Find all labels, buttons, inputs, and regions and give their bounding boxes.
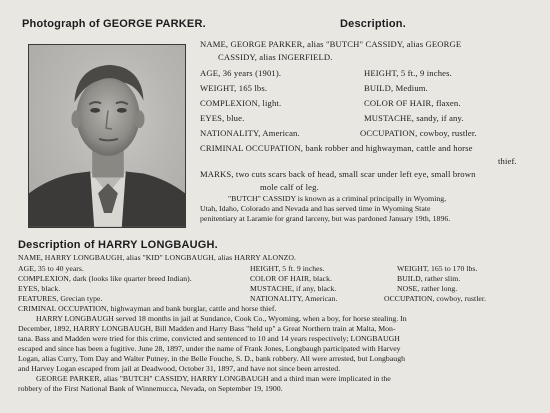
longbaugh-history-line8: robbery of the First National Bank of Winnemucca, Nevada, on September 19, 1900. xyxy=(18,384,283,393)
parker-complexion: COMPLEXION, light. xyxy=(200,98,282,108)
parker-occupation: OCCUPATION, cowboy, rustler. xyxy=(360,128,477,138)
longbaugh-heading: Description of HARRY LONGBAUGH. xyxy=(18,239,218,251)
longbaugh-history-line6: and Harvey Logan escaped from jail at Deadwood, October 31, 1897, and have not since been arrested. xyxy=(18,364,341,373)
parker-history-line3: penitentiary at Laramie for grand larceny, but was pardoned January 19th, 1896. xyxy=(200,214,451,223)
parker-hair: COLOR OF HAIR, flaxen. xyxy=(364,98,461,108)
parker-nationality: NATIONALITY, American. xyxy=(200,128,300,138)
parker-marks-line1: MARKS, two cuts scars back of head, small scar under left eye, small brown xyxy=(200,169,476,179)
longbaugh-mustache: MUSTACHE, if any, black. xyxy=(250,284,337,293)
parker-weight: WEIGHT, 165 lbs. xyxy=(200,83,268,93)
parker-mustache: MUSTACHE, sandy, if any. xyxy=(364,113,464,123)
parker-age: AGE, 36 years (1901). xyxy=(200,68,282,78)
parker-history-line1: "BUTCH" CASSIDY is known as a criminal principally in Wyoming, xyxy=(228,194,447,203)
longbaugh-nationality: NATIONALITY, American. xyxy=(250,294,338,303)
longbaugh-history-line2: December, 1892, HARRY LONGBAUGH, Bill Madden and Harry Bass "held up" a Great Northern train at Malta, Mon- xyxy=(18,324,396,333)
longbaugh-history-line1: HARRY LONGBAUGH served 18 months in jail at Sundance, Cook Co., Wyoming, when a boy, for horse stealing. In xyxy=(36,314,407,323)
parker-history-line2: Utah, Idaho, Colorado and Nevada and has served time in Wyoming State xyxy=(200,204,431,213)
parker-height: HEIGHT, 5 ft., 9 inches. xyxy=(364,68,452,78)
longbaugh-features: FEATURES, Grecian type. xyxy=(18,294,103,303)
parker-name-line2: CASSIDY, alias INGERFIELD. xyxy=(218,52,333,62)
parker-criminal-line1: CRIMINAL OCCUPATION, bank robber and highwayman, cattle and horse xyxy=(200,143,473,153)
longbaugh-occupation: OCCUPATION, cowboy, rustler. xyxy=(384,294,487,303)
parker-name-line1: NAME, GEORGE PARKER, alias "BUTCH" CASSIDY, alias GEORGE xyxy=(200,39,462,49)
longbaugh-criminal: CRIMINAL OCCUPATION, highwayman and bank burglar, cattle and horse thief. xyxy=(18,304,277,313)
parker-marks-line2: mole calf of leg. xyxy=(260,182,319,192)
longbaugh-name: NAME, HARRY LONGBAUGH, alias "KID" LONGBAUGH, alias HARRY ALONZO. xyxy=(18,253,297,262)
longbaugh-weight: WEIGHT, 165 to 170 lbs. xyxy=(397,264,478,273)
portrait-illustration xyxy=(29,45,185,227)
parker-criminal-line2: thief. xyxy=(498,156,517,166)
portrait-photo xyxy=(28,44,186,228)
longbaugh-build: BUILD, rather slim. xyxy=(397,274,461,283)
longbaugh-nose: NOSE, rather long. xyxy=(397,284,458,293)
longbaugh-history-line7: GEORGE PARKER, alias "BUTCH" CASSIDY, HARRY LONGBAUGH and a third man were implicated in the xyxy=(36,374,391,383)
longbaugh-history-line5: Logan, alias Curry, Tom Day and Walter Putney, in the Belle Fouche, S. D., bank robbery. All were arrested, but Longbaugh xyxy=(18,354,405,363)
longbaugh-age: AGE, 35 to 40 years. xyxy=(18,264,84,273)
parker-build: BUILD, Medium. xyxy=(364,83,428,93)
longbaugh-height: HEIGHT, 5 ft. 9 inches. xyxy=(250,264,325,273)
longbaugh-eyes: EYES, black. xyxy=(18,284,61,293)
longbaugh-history-line4: escaped and since has been a fugitive. June 28, 1897, under the name of Frank Jones, Longbaugh participated with Harvey xyxy=(18,344,401,353)
parker-eyes: EYES, blue. xyxy=(200,113,245,123)
longbaugh-complexion: COMPLEXION, dark (looks like quarter breed Indian). xyxy=(18,274,192,283)
longbaugh-history-line3: tana. Bass and Madden were tried for this crime, convicted and sentenced to 10 and 14 years respectively; LONGBAUGH xyxy=(18,334,400,343)
photo-caption: Photograph of GEORGE PARKER. xyxy=(22,18,206,30)
description-heading: Description. xyxy=(340,18,406,30)
longbaugh-hair: COLOR OF HAIR, black. xyxy=(250,274,332,283)
